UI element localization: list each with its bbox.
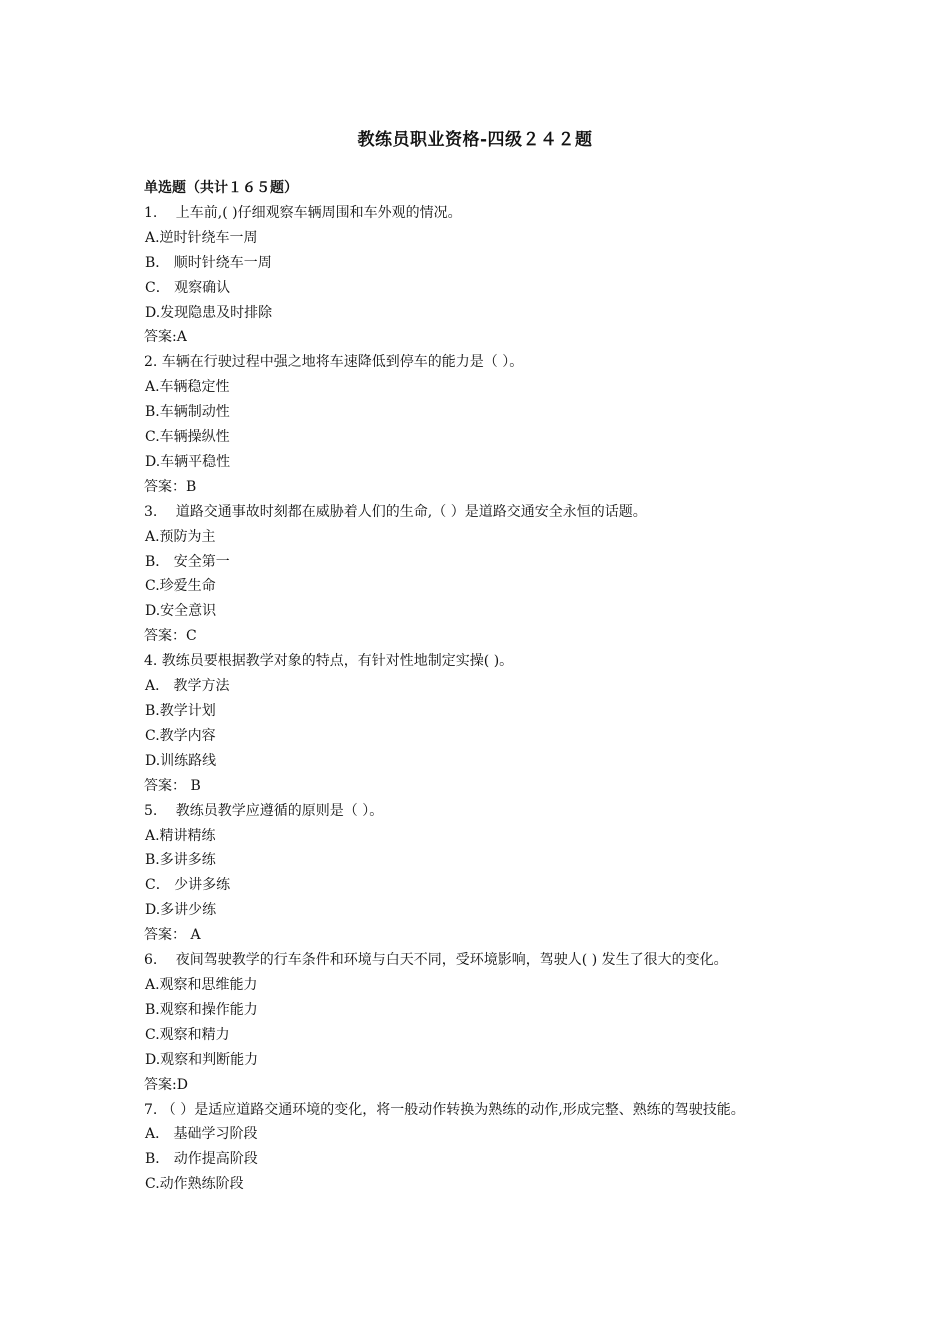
option-c: C.动作熟练阶段 [145,1176,244,1193]
question-stem: 2. 车辆在行驶过程中强之地将车速降低到停车的能力是（ ）。 [144,354,524,371]
option-c: C.车辆操纵性 [145,429,230,446]
question-stem: 3. 道路交通事故时刻都在威胁着人们的生命,（ ）是道路交通安全永恒的话题。 [144,503,647,520]
question-stem: 7. （ ）是适应道路交通环境的变化，将一般动作转换为熟练的动作,形成完整、熟练的驾驶技能。 [144,1101,745,1118]
document-title: 教练员职业资格-四级２４２题 [357,130,593,150]
option-b: B． 安全第一 [145,553,230,570]
question-stem: 4. 教练员要根据教学对象的特点，有针对性地制定实操( )。 [144,653,514,670]
option-a: A． 教学方法 [145,678,230,695]
option-b: B.多讲多练 [145,852,216,869]
option-c: C.教学内容 [145,727,216,744]
option-d: D.发现隐患及时排除 [145,304,273,321]
question-stem: 5. 教练员教学应遵循的原则是（ ）。 [144,802,384,819]
option-c: C.观察和精力 [145,1026,230,1043]
question-list [144,176,844,1197]
option-a: A.观察和思维能力 [145,976,258,993]
option-c: C.珍爱生命 [145,578,216,595]
section-heading: 单选题（共计１６５题） [144,180,298,196]
question-stem: 6. 夜间驾驶教学的行车条件和环境与白天不同，受环境影响，驾驶人( ) 发生了很大的变化。 [144,952,728,969]
option-a: A.预防为主 [145,528,216,545]
option-d: D.训练路线 [145,752,217,769]
option-b: B.车辆制动性 [145,404,230,421]
answer-line: 答案:D [144,1076,188,1093]
option-d: D.观察和判断能力 [145,1051,259,1068]
option-c: C． 少讲多练 [145,877,231,894]
answer-line: 答案：B [144,478,197,495]
option-a: A． 基础学习阶段 [145,1126,258,1143]
option-c: C． 观察确认 [145,279,231,296]
question-stem: 1. 上车前,( )仔细观察车辆周围和车外观的情况。 [144,204,462,221]
answer-line: 答案： B [144,777,201,794]
option-b: B． 顺时针绕车一周 [145,254,272,271]
option-a: A.车辆稳定性 [145,379,230,396]
option-b: B.观察和操作能力 [145,1001,258,1018]
option-d: D.安全意识 [145,603,217,620]
option-a: A.精讲精练 [145,827,216,844]
option-d: D.车辆平稳性 [145,453,231,470]
answer-line: 答案： A [144,927,201,944]
option-a: A.逆时针绕车一周 [145,229,258,246]
option-b: B.教学计划 [145,703,216,720]
answer-line: 答案:A [144,329,187,346]
option-d: D.多讲少练 [145,902,217,919]
option-b: B． 动作提高阶段 [145,1151,258,1168]
answer-line: 答案：C [144,628,197,645]
